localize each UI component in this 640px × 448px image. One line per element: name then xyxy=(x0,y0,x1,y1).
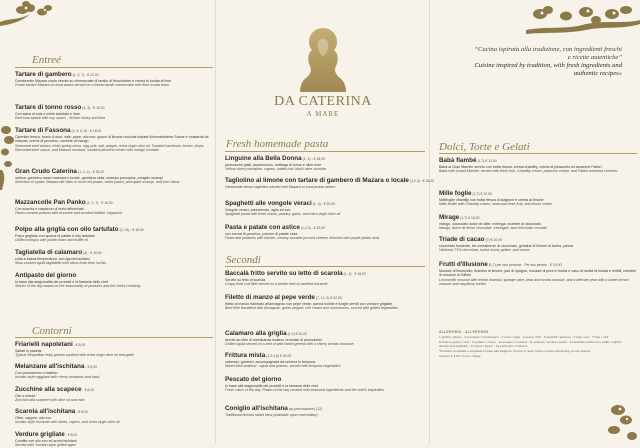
menu-item xyxy=(15,168,213,185)
dish-description-it: mango, cioccolato dulce de latte, meringa, crumble di cioccolato xyxy=(439,222,541,226)
lady-silhouette-icon xyxy=(296,26,350,92)
dish-name-text: Tagliolino al limone con tartare di gambero di Mazara o locale xyxy=(225,177,409,184)
dish-description-en: Beef fillet flambéed with Armagnac, green pepper, rich cream and mushrooms, served with grilled vegetables xyxy=(225,306,399,311)
menu-item xyxy=(15,386,213,403)
dish-name xyxy=(15,341,213,349)
dish-description-it: Olio e menta xyxy=(15,394,36,398)
dish-price-note: - € 8,00 xyxy=(73,343,86,347)
dish-description-en: Babà with Grand Marnier, served with fresh fruit, Chantilly cream, pistachio cream, and Fabbri amarena cherries. xyxy=(439,169,618,174)
orchid-mid-left-icon xyxy=(0,120,16,190)
dish-description-it: cioccolato fondente, tre consistenze di cioccolato, gelatina di limone di Ischia, panna xyxy=(439,244,574,248)
dish-price-note: (7) € 10,00 xyxy=(485,238,502,242)
dish-price-note: (3, 4, 6, 8) - € 18,00 xyxy=(71,129,102,133)
menu-item xyxy=(225,177,435,189)
dish-name xyxy=(15,168,213,176)
dish-name xyxy=(225,405,425,413)
dish-description-it: Con pomodorino e basilico xyxy=(15,371,58,375)
allergen-title: ALLERGENI - ALLERGENS xyxy=(439,330,489,334)
dish-price-note: (1,2,4,6) € 25,00 xyxy=(266,354,292,358)
dish-price-note: (1,4) € 20,00 xyxy=(287,332,307,336)
dish-description-en: Ischian-style escarole with olives, capers, and extra virgin olive oil xyxy=(15,420,120,425)
dish-name-text: Zucchine alla scapece xyxy=(15,386,82,393)
dish-name xyxy=(15,431,213,439)
section-title-pasta: Fresh homemade pasta xyxy=(226,138,329,150)
dish-price-note: (1,2,3) - € 32,00 xyxy=(300,226,326,230)
menu-item xyxy=(15,408,213,425)
dish-name xyxy=(439,261,637,269)
allergen-info xyxy=(439,331,629,409)
dish-name xyxy=(225,376,425,384)
dish-description-it: servito su letto di mesticanza isolana, brunoise di pomodorini xyxy=(225,338,322,342)
dish-description-it: pomodorini gialli, peperoncino, bottarga di tonno e olive nere xyxy=(225,163,322,167)
dish-name xyxy=(15,386,213,394)
dish-description-en: Starter of the day based on the seasonality of products and the chef's creativity xyxy=(15,284,141,289)
dish-price-note: (1,2,3) - € 26,00 xyxy=(409,179,435,183)
dish-price-note: - € 8,00 xyxy=(82,388,95,392)
dish-name-text: Pasta e patate con astice xyxy=(225,224,300,231)
dish-description-it: con crema di pecorino, polvere di patate viola xyxy=(225,232,298,236)
dish-name-text: Spaghetti alle vongole veraci xyxy=(225,200,312,207)
dish-description-en: Prawn tartare Mazara on local prawn served on a fennel taralli cheesecake with lime ricotta foam xyxy=(15,83,169,88)
menu-item xyxy=(439,157,637,174)
dish-description-en: Slow-cooked squid tagliatelle with citrus fruits from Ischia xyxy=(15,261,106,266)
dish-name xyxy=(225,224,425,232)
allergen-line: *Prodotto congelato o surgelato in base alla stagione. Frozen or deep frozen product depending on the season. xyxy=(439,348,592,353)
dish-description-en: Panko-crusted prawns with escarole and smoked buffalo 'carpaccio' xyxy=(15,211,123,216)
dish-name-text: Tagliatella di calamaro xyxy=(15,249,83,256)
dish-description-it: Con salsa di soia e miele tartufato e lime xyxy=(15,112,80,116)
dish-description-en: Red tuna tartare with soy sauce, , lichian honey and lime xyxy=(15,116,106,121)
dish-description-en: Pasta and potatoes with lobster, creamy smoked provola cheese, finished with purple potato dust xyxy=(225,236,380,241)
menu-item xyxy=(225,270,425,287)
dish-name-text: Melanzane all'ischitana xyxy=(15,363,85,370)
section-rule-dolci xyxy=(439,153,637,154)
section-title-secondi: Secondi xyxy=(226,254,261,266)
dish-description-en: Ischian-style eggplant with cherry tomatoes and basil xyxy=(15,375,100,380)
allergen-line: 8 frutta a guscio / nuts · 9 sedano / celery · 10 senape / mustard · 11 sesamo / sesame seeds · 12 anidride solforosa e solfiti / sulphur dioxide and sulphites · 13 lupini / lupins · 14 molluschi / molluscs xyxy=(439,339,622,348)
dish-name xyxy=(15,104,213,112)
menu-item xyxy=(15,272,213,289)
menu-item xyxy=(15,127,213,152)
menu-item xyxy=(225,224,425,241)
dish-price-note: (1,7) per due persone - Per two person - € 19,00 xyxy=(488,263,562,267)
quote-english: Cuisine inspired by tradition, with fresh ingredients and authentic recipes» xyxy=(474,62,622,77)
menu-item xyxy=(15,431,213,448)
menu-item xyxy=(225,376,425,393)
dish-name xyxy=(439,157,637,165)
menu-item xyxy=(225,294,425,311)
menu-item xyxy=(439,214,637,231)
dish-name xyxy=(15,127,213,135)
section-title-dolci: Dolci, Torte e Gelati xyxy=(439,141,530,153)
allergen-line: 1 glutine / gluten · 2 crostacei / crustaceans · 3 uova / eggs · 4 pesce / fish · 5 arachidi / peanuts · 6 soia / soy · 7 latte / milk xyxy=(439,334,609,339)
dish-description-en: Grilled squid served on a bed of wild mixed greens with a cherry tomato brunoise xyxy=(225,342,354,347)
dish-price-note: (2, 14) - € 16,00 xyxy=(119,228,144,232)
menu-item xyxy=(439,261,637,286)
brand-logo xyxy=(216,0,430,120)
dish-name xyxy=(15,226,213,234)
dish-price-note: (7, 12, 6) € 32,00 xyxy=(315,296,342,300)
dish-description-it: Ciperlitto fresco, tuorlo d'uovo, sale, pepe, olio evo, gocce di limone nocciole tostate Worcestershire Sauce e mostarda de massax, crema di pecorino, crumble di mango xyxy=(15,135,209,144)
dish-name xyxy=(439,236,637,244)
dish-name-text: Frittura mista xyxy=(225,352,266,359)
dish-name-text: Tartare di Fassona xyxy=(15,127,71,134)
dish-name xyxy=(15,363,213,371)
dish-description-en: Mango, dulce de leche chocolate, meringue, and chocolate crumble. xyxy=(439,226,548,231)
dish-description-en: Valrhona 71% chocolate, Ischia honey gellee, and cream xyxy=(439,248,530,253)
dish-price-note: - € 8,00 xyxy=(76,410,88,414)
menu-item xyxy=(15,363,213,380)
menu-item xyxy=(15,71,213,88)
menu-item xyxy=(15,249,213,266)
dish-description-it: filetto di manzo fiambato all'armagnac con pepe verde, panna mobile e funghi serviti con verdure grigliate xyxy=(225,302,393,306)
dish-price-note: (1,7) € 12,00 xyxy=(477,159,497,163)
dish-description-en: Spaghetti pasta with fresh clams, parsley, garlic, and extra virgin olive oil xyxy=(225,212,341,217)
dish-description-en: Handmade lemon tagliolino served with Mazara or local prawn tartare xyxy=(225,185,336,189)
section-title-contorni: Contorni xyxy=(32,325,72,337)
dish-name-text: Triade di cacao xyxy=(439,236,485,243)
dish-price-note: - € 8,00 xyxy=(65,433,78,437)
dish-description-en: Crispy fried cod fillet served on a tender bed of sautéed escarole xyxy=(225,282,328,287)
dish-name xyxy=(225,294,425,302)
dish-name xyxy=(225,200,425,208)
menu-item xyxy=(15,104,213,121)
section-title-entree: Entreé xyxy=(32,54,61,66)
dish-price-note: (su prenotazione) (12) xyxy=(288,407,323,411)
dish-name-text: Scarola all'ischitana xyxy=(15,408,76,415)
dish-name-text: Babà flambé xyxy=(439,157,477,164)
dish-description-en: Grilled octopus with potato foam and truffle oil xyxy=(15,238,88,243)
dish-description-it: Con scarola e carpaccio di burla affumicato xyxy=(15,207,84,211)
section-rule-contorni xyxy=(15,337,213,338)
dish-description-it: Saltati in padella xyxy=(15,349,42,353)
dish-description-it: ostrica, gambero rosso mazzara o locale, gambero viola, scampo porcupine, congelo scampi xyxy=(15,176,163,180)
dish-description-en: Served with "Ischian-style grilled aged xyxy=(15,443,76,448)
dish-description-it: Babà al Gran Marnier servito con frutta fresca, crema chantilly, crema di pistacchio ed amarene Fabbri xyxy=(439,165,602,169)
dish-description-it: In base alla stagionalità dei prodotti e la fantasia dello chef xyxy=(225,384,319,388)
dish-description-it: Servito su letto di scarola xyxy=(225,278,266,282)
dish-description-it: Mousse di limoncello, tiramisù di limone, pan di spagna, mousse di pera e ricotta e vaso di ricotta di bufala e mirtilli, crumble di nocciole di Giffoni xyxy=(439,269,636,278)
dish-name-text: Friarielli napoletani xyxy=(15,341,73,348)
dish-description-it: Polpo grigliato con spuma di patate e olio tartufato xyxy=(15,234,95,238)
brand-tagline: A MARE xyxy=(306,110,340,118)
dish-description-it: Vongole veraci, prezzemolo, aglio ed evo xyxy=(225,208,291,212)
dish-description-en: Typical Neapolitan leafy greens sautéed with extra virgin olive oil and garlic xyxy=(15,353,135,358)
dish-name-text: Verdure grigliate xyxy=(15,431,65,438)
dish-description-en: Fresh catch of the day. Prawn of the day created with seasonal ingredients and the chef's inspiration xyxy=(225,388,385,393)
allergen-line: Coperto € 4,00 / Cover charge xyxy=(439,353,481,358)
brand-title: DA CATERINA xyxy=(274,94,372,109)
dish-description-en: Seasoned beef tartare, fresh spring onion, egg yolk, salt, pepper, extra virgin olive oil, Toasted hazelnuts, lemon, drops, Worcestershire sauce, and Massax mustard, smoked pecorino cream with mango crumble xyxy=(15,143,205,152)
dish-name-text: Antipasto del giorno xyxy=(15,272,77,279)
menu-item xyxy=(15,199,213,216)
dish-description-en: Selection of oyster, Mazara del Vallo or local red prawn, violet prawn, porcupine scampi, and true clams xyxy=(15,180,180,185)
dish-description-it: cotta a bassa temperatura, con agrumi isolitani xyxy=(15,257,90,261)
dish-name-text: Frutti d'Illusione xyxy=(439,261,488,268)
menu-item xyxy=(15,341,213,358)
dish-name-text: Mirage xyxy=(439,214,460,221)
menu-item xyxy=(225,405,425,417)
menu-item xyxy=(225,352,425,369)
dish-name xyxy=(225,330,425,338)
dish-price-note: (1, 4) - € 20,00 xyxy=(312,202,336,206)
dish-price-note: - € 8,00 xyxy=(85,365,97,369)
dish-description-en: Mixed fried seafood - squid and prawns, served with tempura vegetables xyxy=(225,364,341,369)
dish-price-note: (1, 4) - € 18,00 xyxy=(343,272,366,276)
dish-description-it: Gamberetto Mazara crudo servito su cheesecake di tarallo al finocchietto e crema di ricotta al lime xyxy=(15,79,171,83)
dish-name xyxy=(225,177,435,185)
dish-name-text: Calamaro alla griglia xyxy=(225,330,287,337)
dish-price-note: (1,7) € 10,00 xyxy=(460,216,480,220)
dish-name-text: Filetto di manzo al pepe verde xyxy=(225,294,315,301)
dish-price-note: (1, 4) - € 18,00 xyxy=(302,157,325,161)
quote-italian: “Cucina ispirata alla tradizione, con ingredienti freschi e ricette autentiche” xyxy=(474,46,622,61)
dish-price-note: (4, 3) - € 18,00 xyxy=(82,106,105,110)
dish-name xyxy=(225,352,425,360)
orchid-top-left-icon xyxy=(0,0,60,40)
section-rule-entree xyxy=(15,67,213,68)
left-column xyxy=(0,0,216,448)
dish-name xyxy=(439,190,637,198)
dish-name-text: Tartare di tonno rosso xyxy=(15,104,82,111)
section-rule-pasta xyxy=(225,151,425,152)
menu-item xyxy=(225,200,425,217)
orchid-top-right-icon xyxy=(526,0,640,46)
dish-description-it: calamari, gamberi, accompagnata da verdure in tempura xyxy=(225,360,316,364)
dish-name xyxy=(225,155,425,163)
dish-name xyxy=(15,71,213,79)
dish-description-en: Traditional Ischian rabbit stew (available upon reservation) xyxy=(225,413,318,417)
menu-item xyxy=(225,330,425,347)
menu-item xyxy=(439,236,637,253)
dish-name xyxy=(15,199,213,207)
dish-name-text: Tartare di gambero xyxy=(15,71,72,78)
dish-name xyxy=(15,249,213,257)
dish-description-en: Mille-feuille with Chantilly cream, seasonal fresh fruit, and lemon cream xyxy=(439,202,553,207)
dish-name-text: Baccalà fritto servito su letto di scarola xyxy=(225,270,343,277)
tagline-quote xyxy=(472,46,622,78)
dish-price-note: (1,7) € 12,00 xyxy=(472,192,492,196)
dish-description-en: Zucchini alla scapece with olive oil and mint xyxy=(15,398,85,403)
dish-description-it: Millefoglie chantilly con frutta fresca di stagione e crema al limone xyxy=(439,198,544,202)
menu-item xyxy=(15,226,213,243)
dish-price-note: (1, 2, 7) - € 22,00 xyxy=(72,73,99,77)
dish-price-note: (1, 2, 7) - € 16,00 xyxy=(86,201,113,205)
menu-item xyxy=(225,155,425,172)
dish-description-en: Limoncello mousse with lemon tiramisù, sponge cake, pear and ricotta mousse, and a delicate pear with a sweet lemon mousse and raspberry sorbet xyxy=(439,277,629,286)
middle-column xyxy=(216,0,435,444)
dish-name-text: Mazzancolle Pan Panko xyxy=(15,199,86,206)
menu-item xyxy=(439,190,637,207)
dish-name-text: Mille foglie xyxy=(439,190,472,197)
dish-name xyxy=(15,272,213,280)
dish-description-it: Olive, capperi, olio evo xyxy=(15,416,52,420)
dish-name-text: Coniglio all'ischitana xyxy=(225,405,288,412)
dish-name xyxy=(15,408,213,416)
dish-description-it: Condite con olio evo ed aromi ischitani xyxy=(15,439,77,443)
dish-name-text: Polpo alla griglia con olio tartufato xyxy=(15,226,119,233)
dish-name xyxy=(225,270,425,278)
dish-price-note: (4) - € 15,00 xyxy=(83,251,102,255)
dish-description-en: Yellow cherry tomatoes, capers, salted cod, black olive crumble xyxy=(225,167,326,172)
dish-name-text: Pescato del giorno xyxy=(225,376,282,383)
section-rule-secondi xyxy=(225,266,425,267)
dish-name xyxy=(439,214,637,222)
dish-name-text: Gran Crudo Caterina xyxy=(15,168,77,175)
dish-description-it: In base alla stagionalità dei prodotti e la fantasia dello chef xyxy=(15,280,109,284)
dish-price-note: (1, 2, 4) - € 35,00 xyxy=(77,170,104,174)
dish-name-text: Linguine alla Bella Donna xyxy=(225,155,302,162)
